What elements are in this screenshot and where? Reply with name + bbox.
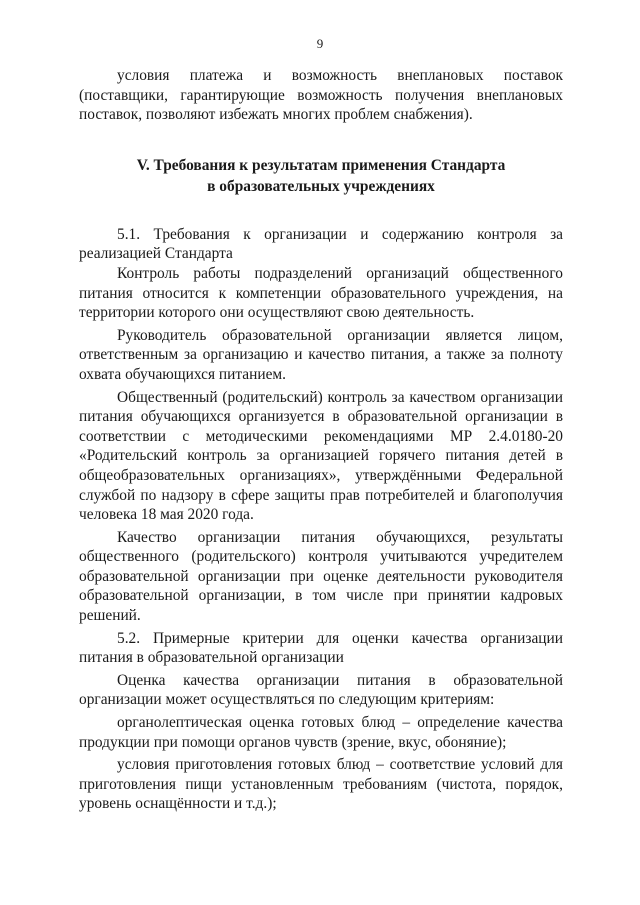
paragraph-control-subdivisions: Контроль работы подразделений организаций общественного питания относится к компетенции образовательного учреждения, на территории которого они осуществляют свою деятельность.	[79, 264, 563, 322]
paragraph-head-responsibility: Руководитель образовательной организации является лицом, ответственным за организацию и качество питания, а также за полноту охвата обучающихся питанием.	[79, 326, 563, 383]
intro-paragraph: условия платежа и возможность внеплановых поставок (поставщики, гарантирующие возможность получения внеплановых поставок, позволяют избежать многих проблем снабжения).	[79, 67, 563, 124]
document-body	[79, 66, 563, 814]
paragraph-criteria-intro: Оценка качества организации питания в образовательной организации может осуществляться по следующим критериям:	[79, 671, 563, 709]
section-heading	[79, 155, 563, 197]
page-number: 9	[316, 36, 324, 51]
subsection-5-1-title: 5.1. Требования к организации и содержанию контроля за реализацией Стандарта	[79, 225, 563, 263]
paragraph-quality-results: Качество организации питания обучающихся, результаты общественного (родительского) контроля учитываются учредителем образовательной организации при оценке деятельности руководителя образовательной организации, в том числе при принятии кадровых решений.	[79, 528, 563, 625]
subsection-5-2-title: 5.2. Примерные критерии для оценки качества организации питания в образовательной организации	[79, 629, 563, 667]
section-heading-line-2: в образовательных учреждениях	[207, 177, 435, 195]
paragraph-parental-control: Общественный (родительский) контроль за качеством организации питания обучающихся организуется в образовательной организации в соответствии с методическими рекомендациями МР 2.4.0180-20 «Родительский контроль за организацией горячего питания детей в общеобразовательных организациях», утверждёнными Федеральной службой по надзору в сфере защиты прав потребителей и благополучия человека 18 мая 2020 года.	[79, 388, 563, 524]
paragraph-cooking-conditions: условия приготовления готовых блюд – соответствие условий для приготовления пищи установленным требованиям (чистота, порядок, уровень оснащённости и т.д.);	[79, 756, 563, 813]
section-heading-line-1: V. Требования к результатам применения Стандарта	[136, 156, 506, 174]
paragraph-organoleptic: органолептическая оценка готовых блюд – определение качества продукции при помощи органов чувств (зрение, вкус, обоняние);	[79, 714, 563, 751]
